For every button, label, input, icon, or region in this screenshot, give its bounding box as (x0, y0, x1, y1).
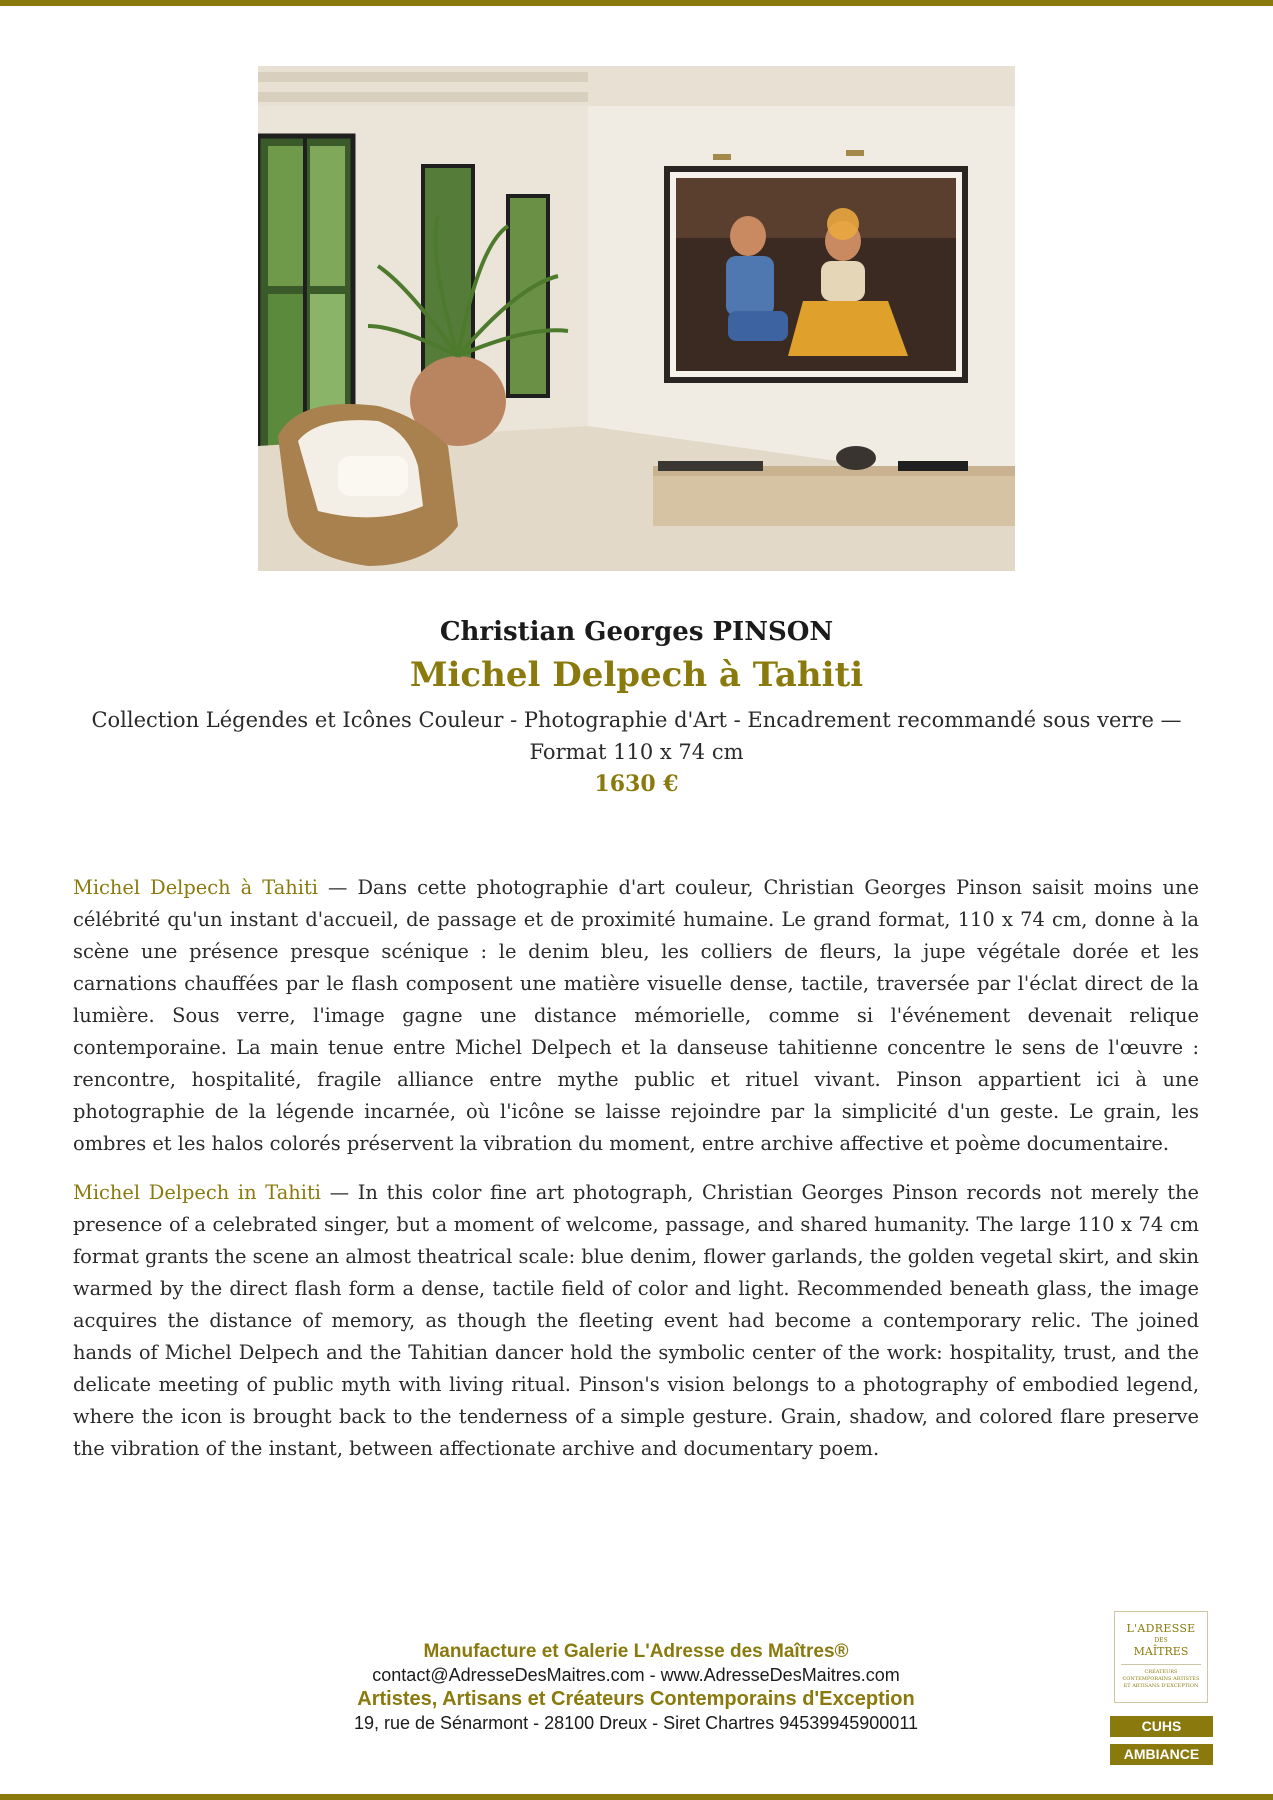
footer-company: Manufacture et Galerie L'Adresse des Maîtres® (423, 1641, 849, 1662)
gallery-logo (1114, 1611, 1208, 1703)
description-fr-text: — Dans cette photographie d'art couleur, Christian Georges Pinson saisit moins une célébrité qu'un instant d'accueil, de passage et de proximité humaine. Le grand format, 110 x 74 cm, donne à la scène une présence presque scénique : le denim bleu, les colliers de fleurs, la jupe végétale dorée et les carnations chauffées par le flash composent une matière visuelle dense, tactile, traversée par l'éclat direct de la lumière. Sous verre, l'image gagne une distance mémorielle, comme si l'événement devenait relique contemporaine. La main tenue entre Michel Delpech et la danseuse tahitienne concentre le sens de l'œuvre : rencontre, hospitalité, fragile alliance entre mythe public et rituel vivant. Pinson appartient ici à une photographie de la légende incarnée, où l'icône se laisse rejoindre par la simplicité d'un geste. Le grain, les ombres et les halos colorés préservent la vibration du moment, entre archive affective et poème documentaire. (73, 876, 1199, 1155)
logo-line-4: CRÉATEURS CONTEMPORAINS ARTISTES ET ARTISANS D'EXCEPTION (1121, 1664, 1201, 1690)
artwork-subtitle: Collection Légendes et Icônes Couleur - Photographie d'Art - Encadrement recommandé sous verre — Format 110 x 74 cm (91, 708, 1182, 764)
room-photo (258, 66, 1015, 571)
logo-line-1: L'ADRESSE (1126, 1622, 1196, 1635)
artwork-header (70, 612, 1203, 800)
description-fr (73, 872, 1199, 1160)
footer-contact: contact@AdresseDesMaitres.com - www.AdresseDesMaitres.com (372, 1665, 900, 1685)
logo-line-2: DES (1154, 1637, 1168, 1644)
description-en (73, 1177, 1199, 1465)
description-fr-lead: Michel Delpech à Tahiti (73, 876, 318, 899)
logo-line-3: MAÎTRES (1133, 1645, 1189, 1658)
footer-tagline: Artistes, Artisans et Créateurs Contemporains d'Exception (357, 1688, 915, 1710)
description-en-lead: Michel Delpech in Tahiti (73, 1181, 321, 1204)
top-border-bar (0, 0, 1273, 6)
description (73, 872, 1199, 1482)
artist-name: Christian Georges PINSON (439, 617, 834, 647)
artwork-price: 1630 € (594, 771, 679, 797)
badge-cuhs: CUHS (1110, 1716, 1213, 1737)
footer-address: 19, rue de Sénarmont - 28100 Dreux - Siret Chartres 94539945900011 (353, 1713, 919, 1733)
artwork-title: Michel Delpech à Tahiti (409, 655, 864, 695)
badge-ambiance: AMBIANCE (1110, 1744, 1213, 1765)
bottom-border-bar (0, 1794, 1273, 1800)
footer (236, 1640, 1036, 1735)
description-en-text: — In this color fine art photograph, Christian Georges Pinson records not merely the presence of a celebrated singer, but a moment of welcome, passage, and shared humanity. The large 110 x 74 cm format grants the scene an almost theatrical scale: blue denim, flower garlands, the golden vegetal skirt, and skin warmed by the direct flash form a dense, tactile field of color and light. Recommended beneath glass, the image acquires the distance of memory, as though the fleeting event had become a contemporary relic. The joined hands of Michel Delpech and the Tahitian dancer hold the symbolic center of the work: hospitality, trust, and the delicate meeting of public myth with living ritual. Pinson's vision belongs to a photography of embodied legend, where the icon is brought back to the tenderness of a simple gesture. Grain, shadow, and colored flare preserve the vibration of the instant, between affectionate archive and documentary poem. (73, 1181, 1199, 1460)
